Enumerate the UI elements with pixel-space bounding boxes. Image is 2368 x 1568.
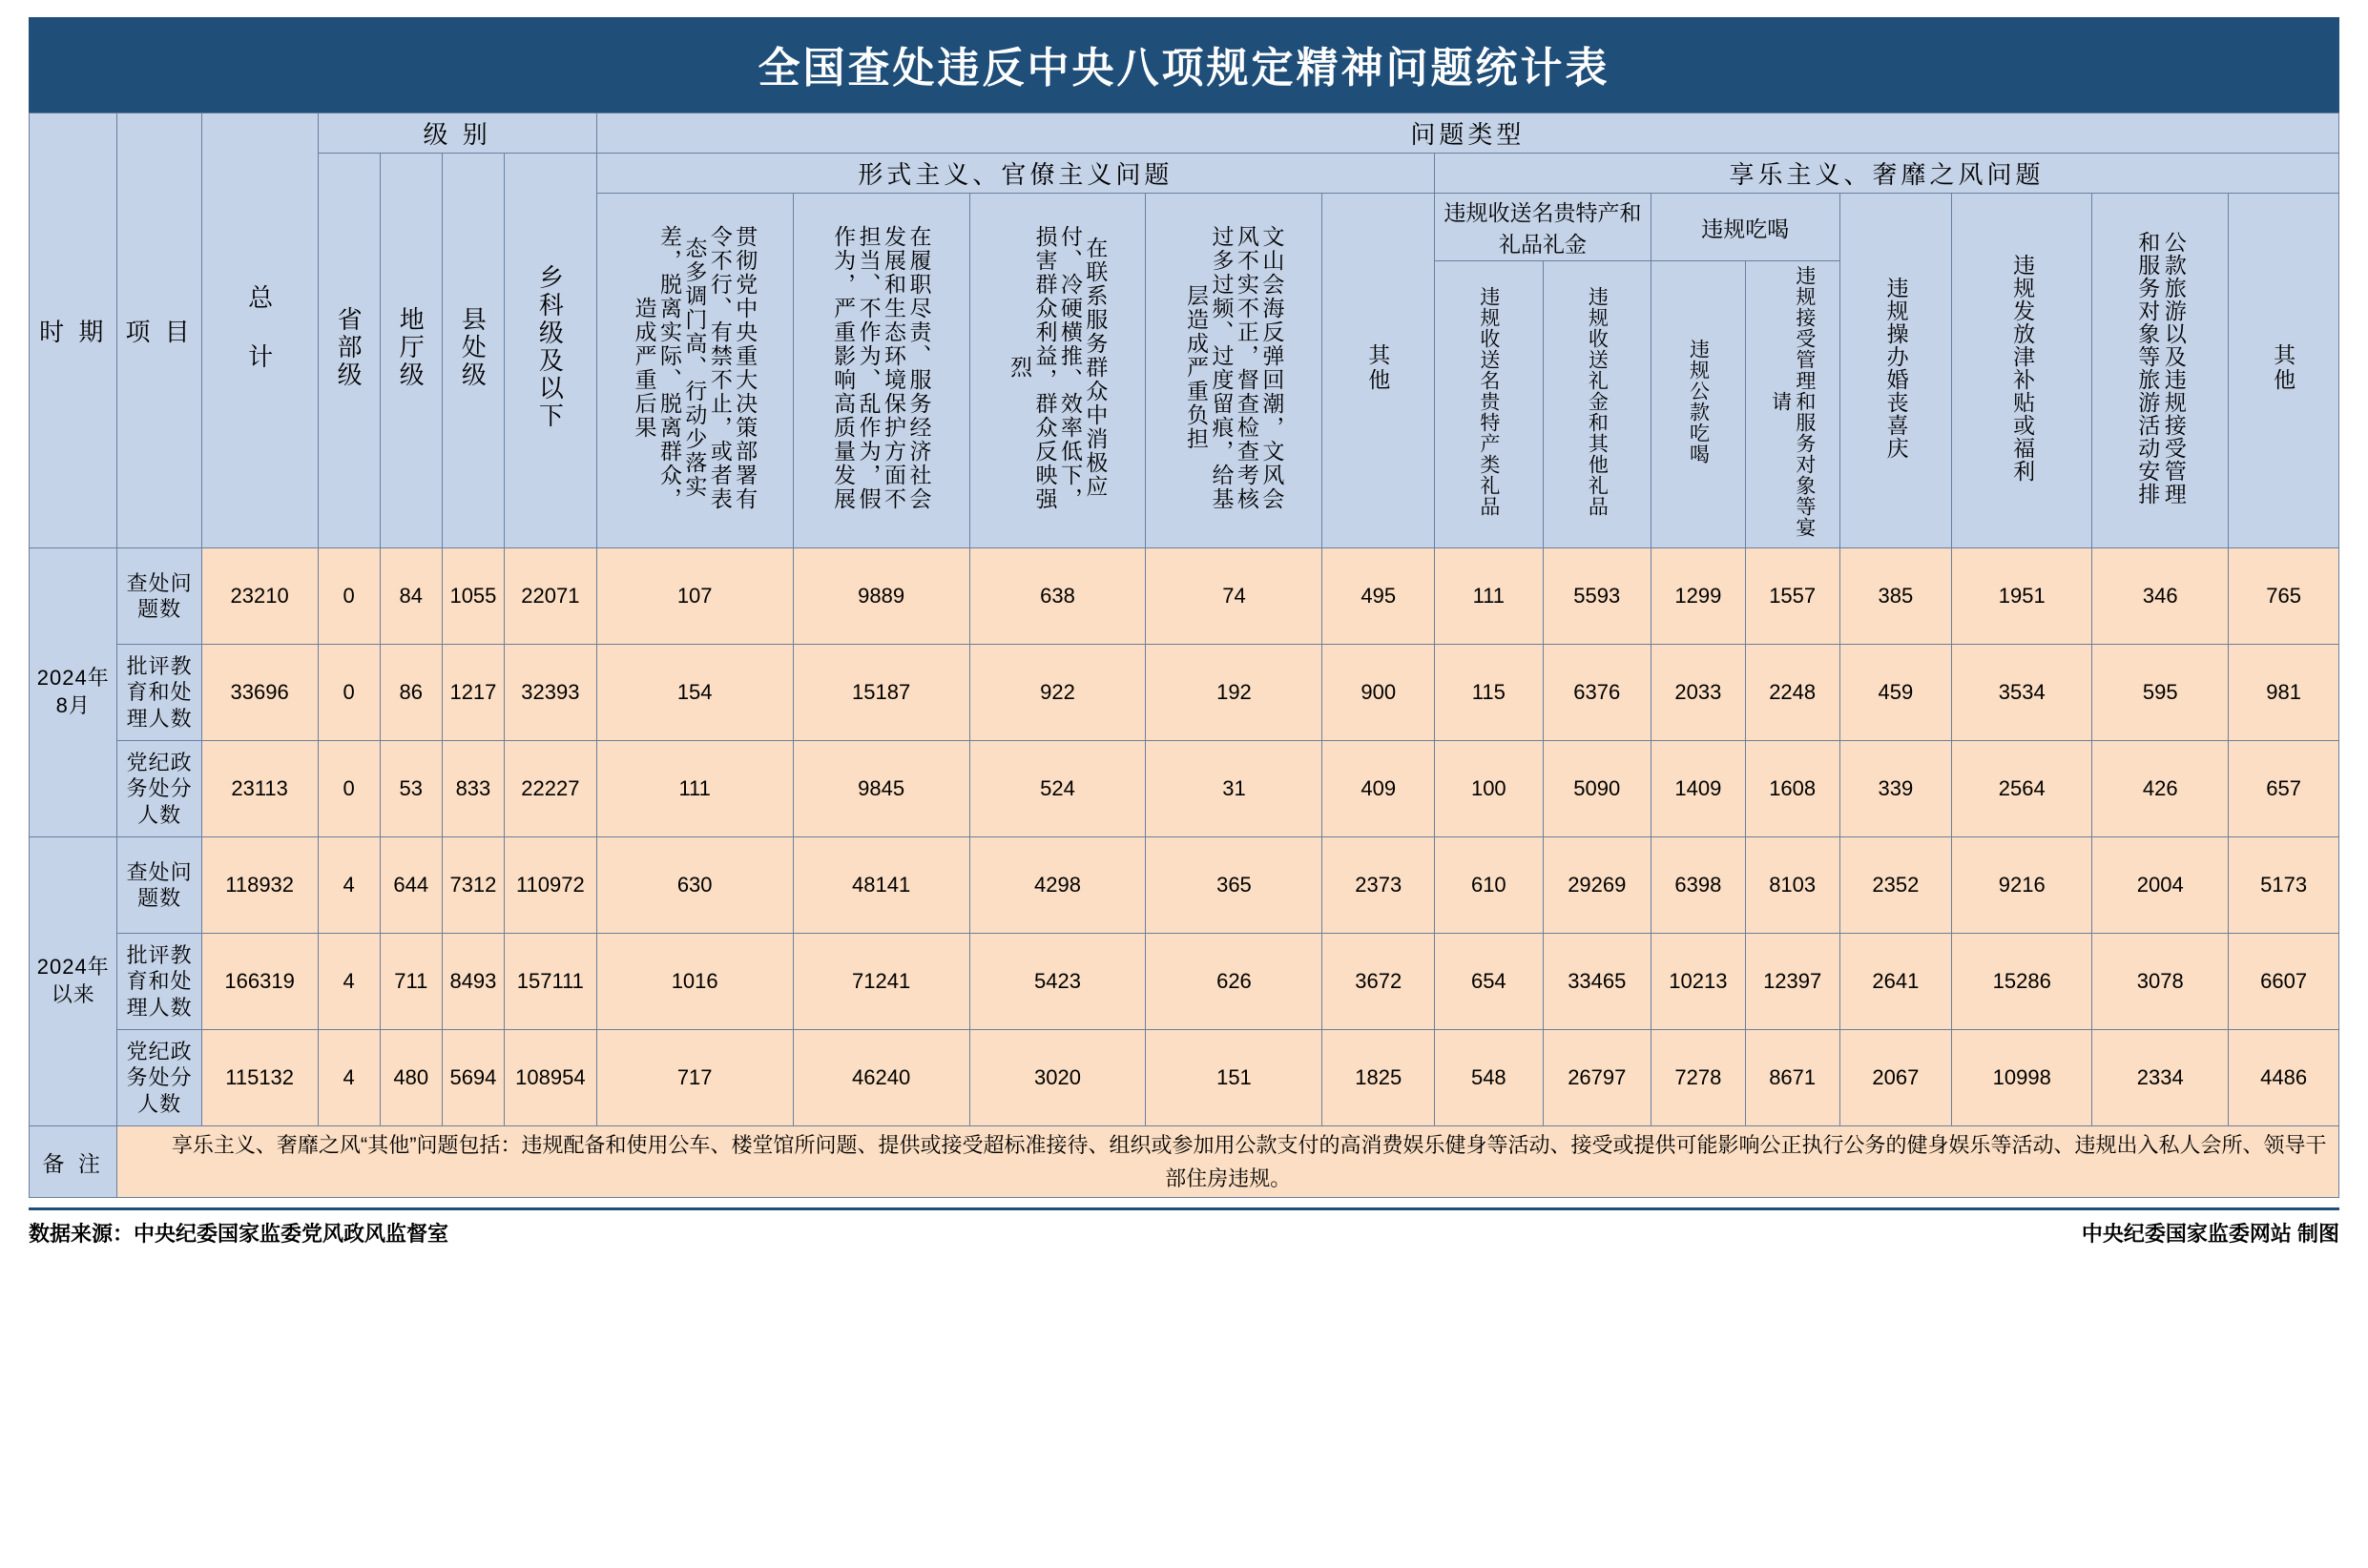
header-level-township: 乡科级及以下: [505, 154, 597, 548]
cell-county: 5694: [442, 1030, 504, 1126]
cell-gift-money: 29269: [1543, 837, 1651, 934]
cell-formalism-other: 495: [1322, 548, 1435, 645]
cell-public-dining: 2033: [1651, 645, 1746, 741]
header-hedonism-col-allowance: 违规发放津补贴或福利: [1952, 194, 2092, 548]
cell-prefecture: 644: [380, 837, 442, 934]
header-hedonism-group-eat: 违规吃喝: [1651, 194, 1840, 261]
cell-banquet: 1608: [1745, 741, 1839, 837]
cell-travel: 595: [2092, 645, 2229, 741]
cell-formalism-2: 46240: [793, 1030, 969, 1126]
cell-formalism-4: 31: [1146, 741, 1322, 837]
header-hedonism-col-public-dining: 违规公款吃喝: [1651, 261, 1746, 548]
cell-hedonism-other: 4486: [2229, 1030, 2339, 1126]
header-total: 总 计: [201, 113, 318, 548]
cell-allowance: 10998: [1952, 1030, 2092, 1126]
cell-gift-specialty: 111: [1435, 548, 1543, 645]
cell-total: 115132: [201, 1030, 318, 1126]
cell-formalism-4: 626: [1146, 934, 1322, 1030]
cell-banquet: 1557: [1745, 548, 1839, 645]
cell-formalism-1: 717: [596, 1030, 793, 1126]
header-item: 项 目: [117, 113, 201, 548]
cell-formalism-2: 48141: [793, 837, 969, 934]
cell-formalism-3: 524: [969, 741, 1146, 837]
cell-formalism-3: 3020: [969, 1030, 1146, 1126]
cell-county: 7312: [442, 837, 504, 934]
cell-prefecture: 711: [380, 934, 442, 1030]
cell-banquet: 2248: [1745, 645, 1839, 741]
header-hedonism-col-gift-money: 违规收送礼金和其他礼品: [1543, 261, 1651, 548]
table-row: [30, 1030, 2339, 1126]
cell-county: 833: [442, 741, 504, 837]
cell-formalism-3: 638: [969, 548, 1146, 645]
cell-allowance: 1951: [1952, 548, 2092, 645]
note-text: [117, 1126, 2339, 1198]
statistics-table: [29, 113, 2339, 1198]
cell-gift-money: 6376: [1543, 645, 1651, 741]
header-level-group: 级 别: [318, 113, 596, 154]
cell-total: 23113: [201, 741, 318, 837]
cell-gift-specialty: 115: [1435, 645, 1543, 741]
cell-banquet: 8671: [1745, 1030, 1839, 1126]
row-label: 党纪政务处分人数: [117, 1030, 201, 1126]
footer: [29, 1207, 2339, 1248]
cell-formalism-other: 3672: [1322, 934, 1435, 1030]
note-row: [30, 1126, 2339, 1198]
cell-formalism-other: 1825: [1322, 1030, 1435, 1126]
header-group-hedonism: 享乐主义、奢靡之风问题: [1435, 154, 2339, 194]
table-row: [30, 548, 2339, 645]
cell-provincial: 0: [318, 548, 380, 645]
footer-maker: 中央纪委国家监委网站 制图: [2081, 1222, 2339, 1247]
cell-township: 32393: [505, 645, 597, 741]
cell-township: 108954: [505, 1030, 597, 1126]
cell-public-dining: 1409: [1651, 741, 1746, 837]
note-label: 备 注: [30, 1126, 117, 1198]
row-label: 查处问题数: [117, 548, 201, 645]
cell-allowance: 9216: [1952, 837, 2092, 934]
period-label-ytd: 2024年以来: [30, 837, 117, 1126]
header-formalism-col-2: 在履职尽责、服务经济社会发展和生态环境保护方面不担当、不作为、乱作为，假作为，严重影响高质量发展: [793, 194, 969, 548]
cell-formalism-1: 154: [596, 645, 793, 741]
cell-wedding: 459: [1839, 645, 1952, 741]
cell-formalism-1: 630: [596, 837, 793, 934]
cell-township: 22227: [505, 741, 597, 837]
header-hedonism-col-wedding: 违规操办婚丧喜庆: [1839, 194, 1952, 548]
header-formalism-col-3: 在联系服务群众中消极应付、冷硬横推、效率低下，损害群众利益，群众反映强烈: [969, 194, 1146, 548]
cell-public-dining: 10213: [1651, 934, 1746, 1030]
cell-wedding: 385: [1839, 548, 1952, 645]
cell-travel: 2334: [2092, 1030, 2229, 1126]
cell-public-dining: 6398: [1651, 837, 1746, 934]
cell-hedonism-other: 6607: [2229, 934, 2339, 1030]
cell-formalism-2: 71241: [793, 934, 969, 1030]
cell-formalism-1: 1016: [596, 934, 793, 1030]
note-paragraph: 享乐主义、奢靡之风“其他”问题包括：违规配备和使用公车、楼堂馆所问题、提供或接受超标准接待、组织或参加用公款支付的高消费娱乐健身等活动、接受或提供可能影响公正执行公务的健身娱乐等活动、违规出入私人会所、领导干部住房违规。: [171, 1133, 2327, 1191]
cell-provincial: 4: [318, 1030, 380, 1126]
cell-formalism-2: 9889: [793, 548, 969, 645]
row-label: 党纪政务处分人数: [117, 741, 201, 837]
cell-public-dining: 1299: [1651, 548, 1746, 645]
footer-source: 数据来源：中央纪委国家监委党风政风监督室: [29, 1222, 449, 1247]
cell-provincial: 4: [318, 934, 380, 1030]
cell-travel: 346: [2092, 548, 2229, 645]
cell-township: 22071: [505, 548, 597, 645]
cell-township: 157111: [505, 934, 597, 1030]
header-hedonism-col-travel: 公款旅游以及违规接受管理和服务对象等旅游活动安排: [2092, 194, 2229, 548]
cell-total: 33696: [201, 645, 318, 741]
cell-formalism-2: 15187: [793, 645, 969, 741]
cell-gift-money: 5593: [1543, 548, 1651, 645]
cell-formalism-4: 151: [1146, 1030, 1322, 1126]
cell-gift-specialty: 654: [1435, 934, 1543, 1030]
header-period: 时 期: [30, 113, 117, 548]
cell-gift-specialty: 610: [1435, 837, 1543, 934]
table-header-row-2: [30, 154, 2339, 194]
header-level-county: 县处级: [442, 154, 504, 548]
cell-county: 8493: [442, 934, 504, 1030]
cell-formalism-3: 4298: [969, 837, 1146, 934]
header-hedonism-group-gift: 违规收送名贵特产和礼品礼金: [1435, 194, 1651, 261]
cell-gift-money: 26797: [1543, 1030, 1651, 1126]
cell-formalism-3: 922: [969, 645, 1146, 741]
cell-public-dining: 7278: [1651, 1030, 1746, 1126]
header-formalism-col-4: 文山会海反弹回潮，文风会风不实不正，督查检查考核过多过频、过度留痕，给基层造成严重负担: [1146, 194, 1322, 548]
cell-prefecture: 480: [380, 1030, 442, 1126]
table-row: [30, 741, 2339, 837]
cell-total: 166319: [201, 934, 318, 1030]
cell-prefecture: 86: [380, 645, 442, 741]
table-row: [30, 645, 2339, 741]
cell-formalism-4: 365: [1146, 837, 1322, 934]
cell-formalism-4: 74: [1146, 548, 1322, 645]
table-row: [30, 837, 2339, 934]
cell-hedonism-other: 657: [2229, 741, 2339, 837]
cell-prefecture: 53: [380, 741, 442, 837]
cell-formalism-2: 9845: [793, 741, 969, 837]
cell-travel: 426: [2092, 741, 2229, 837]
cell-total: 23210: [201, 548, 318, 645]
row-label: 查处问题数: [117, 837, 201, 934]
cell-formalism-4: 192: [1146, 645, 1322, 741]
cell-gift-money: 33465: [1543, 934, 1651, 1030]
cell-allowance: 3534: [1952, 645, 2092, 741]
cell-provincial: 0: [318, 741, 380, 837]
cell-travel: 3078: [2092, 934, 2229, 1030]
cell-county: 1055: [442, 548, 504, 645]
cell-county: 1217: [442, 645, 504, 741]
header-problem-type: 问题类型: [596, 113, 2338, 154]
cell-banquet: 12397: [1745, 934, 1839, 1030]
cell-gift-money: 5090: [1543, 741, 1651, 837]
header-level-prefecture: 地厅级: [380, 154, 442, 548]
cell-provincial: 4: [318, 837, 380, 934]
cell-formalism-3: 5423: [969, 934, 1146, 1030]
header-group-formalism: 形式主义、官僚主义问题: [596, 154, 1434, 194]
header-hedonism-col-gift-specialty: 违规收送名贵特产类礼品: [1435, 261, 1543, 548]
header-hedonism-col-other: 其他: [2229, 194, 2339, 548]
cell-wedding: 2352: [1839, 837, 1952, 934]
header-level-provincial: 省部级: [318, 154, 380, 548]
period-label-august: 2024年8月: [30, 548, 117, 837]
cell-township: 110972: [505, 837, 597, 934]
cell-travel: 2004: [2092, 837, 2229, 934]
cell-wedding: 2067: [1839, 1030, 1952, 1126]
cell-wedding: 339: [1839, 741, 1952, 837]
cell-banquet: 8103: [1745, 837, 1839, 934]
cell-formalism-other: 2373: [1322, 837, 1435, 934]
cell-gift-specialty: 548: [1435, 1030, 1543, 1126]
page-title: 全国查处违反中央八项规定精神问题统计表: [29, 17, 2339, 113]
cell-gift-specialty: 100: [1435, 741, 1543, 837]
header-formalism-col-1: 贯彻党中央重大决策部署有令不行、有禁不止，或者表态多调门高、行动少落实差，脱离实际、脱离群众，造成严重后果: [596, 194, 793, 548]
cell-formalism-other: 900: [1322, 645, 1435, 741]
cell-hedonism-other: 765: [2229, 548, 2339, 645]
row-label: 批评教育和处理人数: [117, 934, 201, 1030]
cell-hedonism-other: 981: [2229, 645, 2339, 741]
header-hedonism-col-banquet: 违规接受管理和服务对象等宴请: [1745, 261, 1839, 548]
cell-allowance: 15286: [1952, 934, 2092, 1030]
cell-prefecture: 84: [380, 548, 442, 645]
cell-formalism-1: 107: [596, 548, 793, 645]
cell-hedonism-other: 5173: [2229, 837, 2339, 934]
cell-allowance: 2564: [1952, 741, 2092, 837]
cell-formalism-1: 111: [596, 741, 793, 837]
table-header-row-1: [30, 113, 2339, 154]
cell-total: 118932: [201, 837, 318, 934]
table-row: [30, 934, 2339, 1030]
header-formalism-col-other: 其他: [1322, 194, 1435, 548]
row-label: 批评教育和处理人数: [117, 645, 201, 741]
cell-provincial: 0: [318, 645, 380, 741]
cell-wedding: 2641: [1839, 934, 1952, 1030]
cell-formalism-other: 409: [1322, 741, 1435, 837]
